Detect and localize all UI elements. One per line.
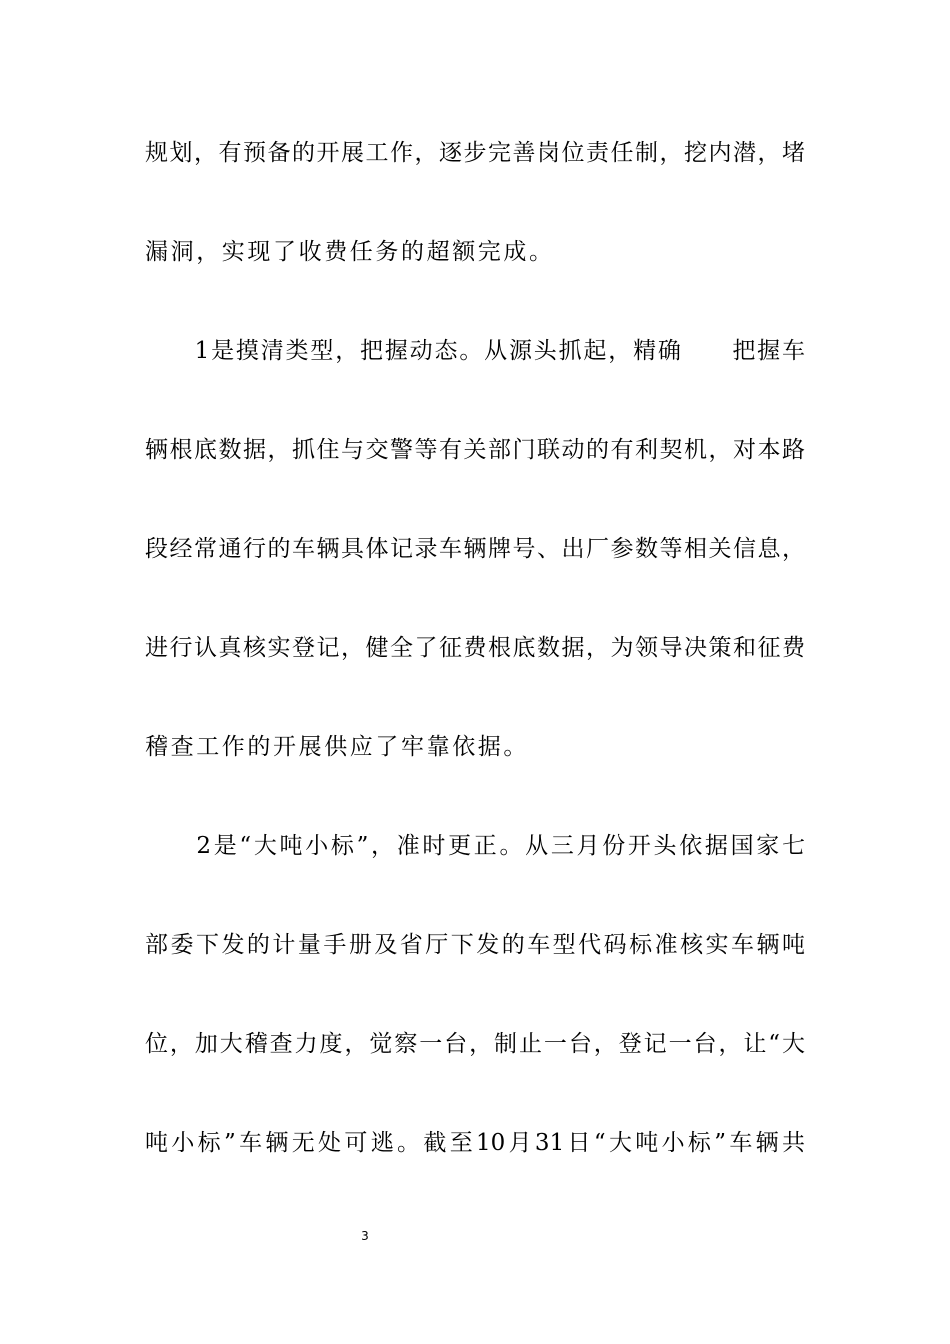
text-line-5: 段经常通行的车辆具体记录车辆牌号、出厂参数等相关信息， [145, 536, 805, 562]
text-line-8: 2是“大吨小标”，准时更正。从三月份开头依据国家七 [145, 833, 805, 859]
text-line-3: 1是摸清类型，把握动态。从源头抓起，精确 把握车 [145, 338, 805, 364]
text-line-2: 漏洞，实现了收费任务的超额完成。 [145, 239, 555, 265]
text-line-10: 位，加大稽查力度，觉察一台，制止一台，登记一台，让“大 [145, 1031, 805, 1057]
text-line-1: 规划，有预备的开展工作，逐步完善岗位责任制，挖内潜，堵 [145, 140, 805, 166]
page-number: 3 [361, 1229, 369, 1243]
text-line-9: 部委下发的计量手册及省厅下发的车型代码标准核实车辆吨 [145, 932, 805, 958]
text-line-4: 辆根底数据，抓住与交警等有关部门联动的有利契机，对本路 [145, 437, 805, 463]
text-line-7: 稽查工作的开展供应了牢靠依据。 [145, 734, 529, 760]
text-line-11: 吨小标”车辆无处可逃。截至10月31日“大吨小标”车辆共 [145, 1130, 805, 1156]
text-line-6: 进行认真核实登记，健全了征费根底数据，为领导决策和征费 [145, 635, 805, 661]
